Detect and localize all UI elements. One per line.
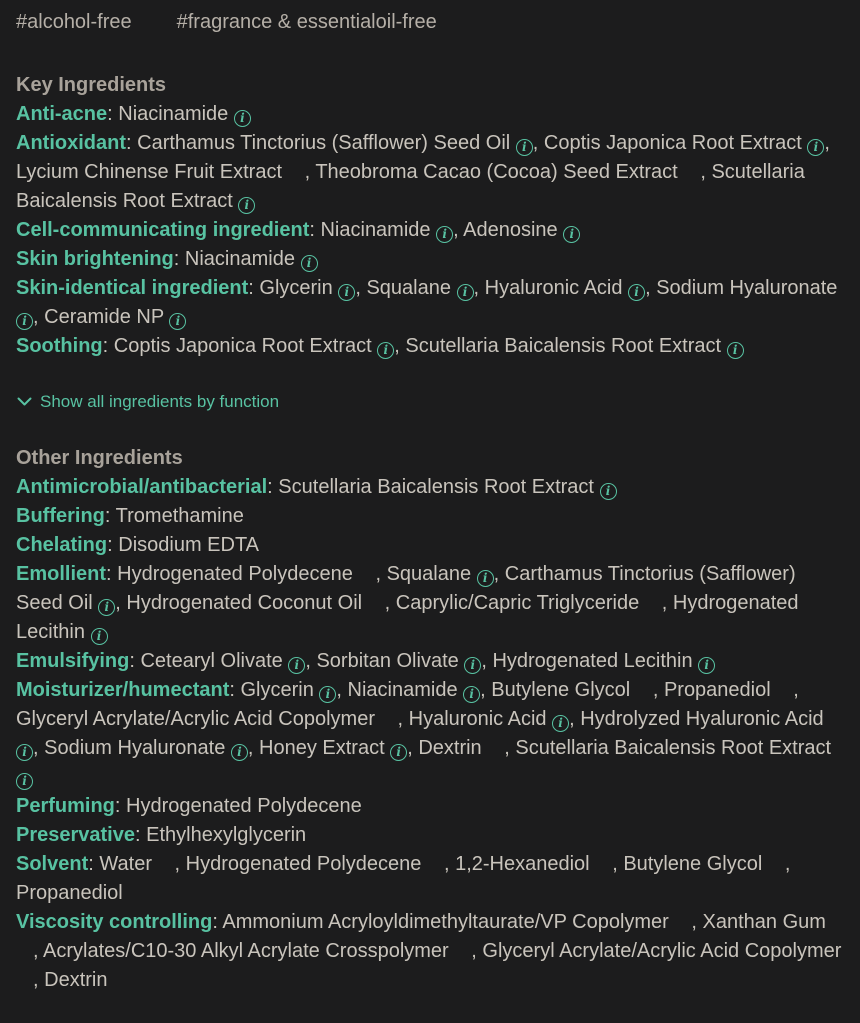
ingredient-link[interactable]: Scutellaria Baicalensis Root Extract [278,476,594,498]
ingredient-link[interactable]: Scutellaria Baicalensis Root Extract [405,335,722,357]
ingredient-function-row: Emulsifying: Cetearyl Olivate i , Sorbitan Olivate i , Hydrogenated Lecithin i [16,647,844,676]
ingredient-function-row: Perfuming: Hydrogenated Polydecene [16,795,362,817]
info-icon[interactable]: i [463,686,480,703]
info-icon[interactable]: i [301,255,318,272]
info-icon[interactable]: i [563,226,580,243]
info-icon[interactable]: i [698,657,715,674]
ingredient-link[interactable]: Dextrin [418,737,482,759]
ingredient-link[interactable]: Xanthan Gum [702,911,826,933]
info-icon-placeholder [381,724,398,725]
ingredient-link[interactable]: Glyceryl Acrylate/Acrylic Acid Copolymer [482,940,842,962]
info-icon-placeholder [249,521,266,522]
function-label: Moisturizer/humectant [16,679,230,701]
info-icon-placeholder [674,927,691,928]
ingredient-link[interactable]: Niacinamide [184,248,295,270]
ingredient-link[interactable]: Ceramide NP [44,306,164,328]
ingredient-link[interactable]: Hydrogenated Polydecene [126,795,362,817]
ingredient-link[interactable]: Scutellaria Baicalensis Root Extract [16,161,805,212]
chevron-down-icon [16,393,33,410]
info-icon[interactable]: i [516,139,533,156]
ingredient-link[interactable]: Theobroma Cacao (Cocoa) Seed Extract [315,161,678,183]
info-icon[interactable]: i [231,744,248,761]
function-label: Skin-identical ingredient [16,277,249,299]
ingredient-link[interactable]: Butylene Glycol [491,679,631,701]
key-ingredients-list [16,100,844,361]
ingredient-link[interactable]: Propanediol [663,679,771,701]
function-label: Emulsifying [16,650,130,672]
ingredient-link[interactable]: Squalane [386,563,472,585]
ingredient-function-row: Antimicrobial/antibacterial: Scutellaria Baicalensis Root Extract i [16,473,844,502]
function-label: Cell-communicating ingredient [16,219,310,241]
ingredient-link[interactable]: Glycerin [259,277,333,299]
ingredient-function-row: Solvent: Water , Hydrogenated Polydecene , 1,2-Hexanediol , Butylene Glycol , Propanediol [16,853,791,904]
ingredient-function-row: Emollient: Hydrogenated Polydecene , Squalane i , Carthamus Tinctorius (Safflower) Seed Oil i , Hydrogenated Coconut Oil , Caprylic/Capric Triglyceride , Hydrogenated Lecithin i [16,563,799,643]
ingredient-link[interactable]: Hydrogenated Coconut Oil [126,592,363,614]
ingredient-link[interactable]: Hydrogenated Lecithin [16,592,799,643]
info-icon-placeholder [595,869,612,870]
info-icon[interactable]: i [98,599,115,616]
ingredient-link[interactable]: Squalane [366,277,451,299]
info-icon-placeholder [645,608,662,609]
ingredient-link[interactable]: Hydrogenated Polydecene [185,853,422,875]
ingredient-link[interactable]: Coptis Japonica Root Extract [543,132,802,154]
ingredient-link[interactable]: Coptis Japonica Root Extract [113,335,372,357]
info-icon-placeholder [636,695,653,696]
ingredient-link[interactable]: Caprylic/Capric Triglyceride [395,592,640,614]
ingredient-function-row: Anti-acne: Niacinamide i [16,100,844,129]
ingredient-link[interactable]: Niacinamide [320,219,431,241]
ingredient-function-row: Preservative: Ethylhexylglycerin [16,824,307,846]
info-icon-placeholder [288,177,305,178]
ingredient-link[interactable]: Sodium Hyaluronate [44,737,226,759]
info-icon[interactable]: i [16,313,33,330]
ingredient-link[interactable]: Dextrin [44,969,108,991]
ingredient-link[interactable]: Hyaluronic Acid [484,277,623,299]
hashtag-row [16,8,844,37]
info-icon[interactable]: i [234,110,251,127]
info-icon[interactable]: i [91,628,108,645]
ingredient-link[interactable]: Scutellaria Baicalensis Root Extract [515,737,832,759]
ingredient-function-row: Skin-identical ingredient: Glycerin i , Squalane i , Hyaluronic Acid i , Sodium Hyaluronate i , Ceramide NP i [16,277,838,328]
ingredient-function-row: Buffering: Tromethamine [16,502,844,531]
info-icon[interactable]: i [238,197,255,214]
ingredient-link[interactable]: Niacinamide [347,679,458,701]
function-label: Perfuming [16,795,115,817]
ingredient-function-row: Soothing: Coptis Japonica Root Extract i , Scutellaria Baicalensis Root Extract i [16,332,844,361]
info-icon-placeholder [454,956,471,957]
ingredient-link[interactable]: Honey Extract [259,737,385,759]
ingredient-link[interactable]: Cetearyl Olivate [140,650,283,672]
info-icon[interactable]: i [16,744,33,761]
info-icon-placeholder [683,177,700,178]
info-icon[interactable]: i [288,657,305,674]
info-icon[interactable]: i [464,657,481,674]
function-label: Skin brightening [16,248,174,270]
function-label: Chelating [16,534,108,556]
other-ingredients-list [16,473,844,995]
function-label: Antimicrobial/antibacterial [16,476,268,498]
other-ingredients-heading: Other Ingredients [16,447,183,469]
ingredient-link[interactable]: Lycium Chinense Fruit Extract [16,161,283,183]
ingredient-link[interactable]: Disodium EDTA [118,534,258,556]
info-icon-placeholder [158,869,175,870]
ingredient-link[interactable]: Sodium Hyaluronate [656,277,838,299]
ingredient-link[interactable]: Glycerin [240,679,314,701]
info-icon-placeholder [16,956,33,957]
info-icon-placeholder [368,608,385,609]
info-icon-placeholder [358,579,375,580]
ingredient-link[interactable]: Carthamus Tinctorius (Safflower) Seed Oil [137,132,511,154]
info-icon[interactable]: i [727,342,744,359]
info-icon[interactable]: i [600,483,617,500]
info-icon[interactable]: i [390,744,407,761]
info-icon-placeholder [487,753,504,754]
function-label: Solvent [16,853,89,875]
info-icon[interactable]: i [628,284,645,301]
ingredient-link[interactable]: Sorbitan Olivate [316,650,459,672]
ingredient-link[interactable]: Acrylates/C10-30 Alkyl Acrylate Crosspolymer [43,940,449,962]
ingredient-link[interactable]: Niacinamide [118,103,229,125]
ingredient-link[interactable]: Adenosine [463,219,558,241]
info-icon[interactable]: i [338,284,355,301]
hashtag-fragrance-essentialoil-free: #fragrance & essentialoil-free [176,11,437,33]
info-icon-placeholder [263,550,280,551]
ingredient-function-row: Moisturizer/humectant: Glycerin i , Niacinamide i , Butylene Glycol , Propanediol , Glyceryl Acrylate/Acrylic Acid Copolymer , Hyaluronic Acid i , Hydrolyzed Hyaluronic Acid i , Sodium Hyaluronate i , Honey Extract i , Dextrin , Scutellaria Baicalensis Root Extract i [16,679,832,788]
function-label: Buffering [16,505,105,527]
function-label: Emollient [16,563,107,585]
info-icon[interactable]: i [457,284,474,301]
ingredient-link[interactable]: Water [99,853,152,875]
ingredient-function-row: Antioxidant: Carthamus Tinctorius (Safflower) Seed Oil i , Coptis Japonica Root Extract i , Lycium Chinense Fruit Extract , Theobroma Cacao (Cocoa) Seed Extract , Scutellaria Baicalensis Root Extract i [16,132,830,212]
function-label: Preservative [16,824,135,846]
ingredient-link[interactable]: Glyceryl Acrylate/Acrylic Acid Copolymer [16,708,375,730]
key-ingredients-heading: Key Ingredients [16,74,167,96]
ingredient-function-row: Cell-communicating ingredient: Niacinamide i , Adenosine i [16,216,844,245]
ingredient-link[interactable]: Hydrogenated Lecithin [492,650,693,672]
ingredient-link[interactable]: Hyaluronic Acid [408,708,547,730]
ingredient-link[interactable]: Hydrolyzed Hyaluronic Acid [580,708,824,730]
show-all-ingredients-link[interactable] [16,387,844,416]
ingredient-link[interactable]: Ethylhexylglycerin [146,824,307,846]
function-label: Viscosity controlling [16,911,213,933]
ingredient-link[interactable]: Hydrogenated Polydecene [117,563,353,585]
info-icon[interactable]: i [169,313,186,330]
ingredient-link[interactable]: Propanediol [16,882,123,904]
info-icon-placeholder [427,869,444,870]
ingredient-function-row: Chelating: Disodium EDTA [16,531,844,560]
info-icon-placeholder [16,985,33,986]
ingredient-link[interactable]: Butylene Glycol [623,853,763,875]
info-icon[interactable]: i [377,342,394,359]
function-label: Soothing [16,335,103,357]
ingredient-link[interactable]: Ammonium Acryloyldimethyltaurate/VP Copolymer [222,911,669,933]
hashtag-alcohol-free: #alcohol-free [16,11,132,33]
info-icon[interactable]: i [552,715,569,732]
info-icon-placeholder [768,869,785,870]
info-icon[interactable]: i [807,139,824,156]
function-label: Anti-acne [16,103,108,125]
info-icon-placeholder [776,695,793,696]
function-label: Antioxidant [16,132,126,154]
info-icon[interactable]: i [16,773,33,790]
info-icon[interactable]: i [436,226,453,243]
show-all-ingredients-label: Show all ingredients by function [40,392,280,411]
ingredient-link[interactable]: Carthamus Tinctorius (Safflower) Seed Oil [16,563,796,614]
ingredient-function-row: Skin brightening: Niacinamide i [16,245,844,274]
info-icon[interactable]: i [319,686,336,703]
info-icon[interactable]: i [477,570,494,587]
ingredient-link[interactable]: 1,2-Hexanediol [455,853,590,875]
ingredient-function-row: Viscosity controlling: Ammonium Acryloyldimethyltaurate/VP Copolymer , Xanthan Gum , Acrylates/C10-30 Alkyl Acrylate Crosspolymer , Glyceryl Acrylate/Acrylic Acid Copolymer , Dextrin [16,911,842,991]
ingredient-link[interactable]: Tromethamine [115,505,244,527]
